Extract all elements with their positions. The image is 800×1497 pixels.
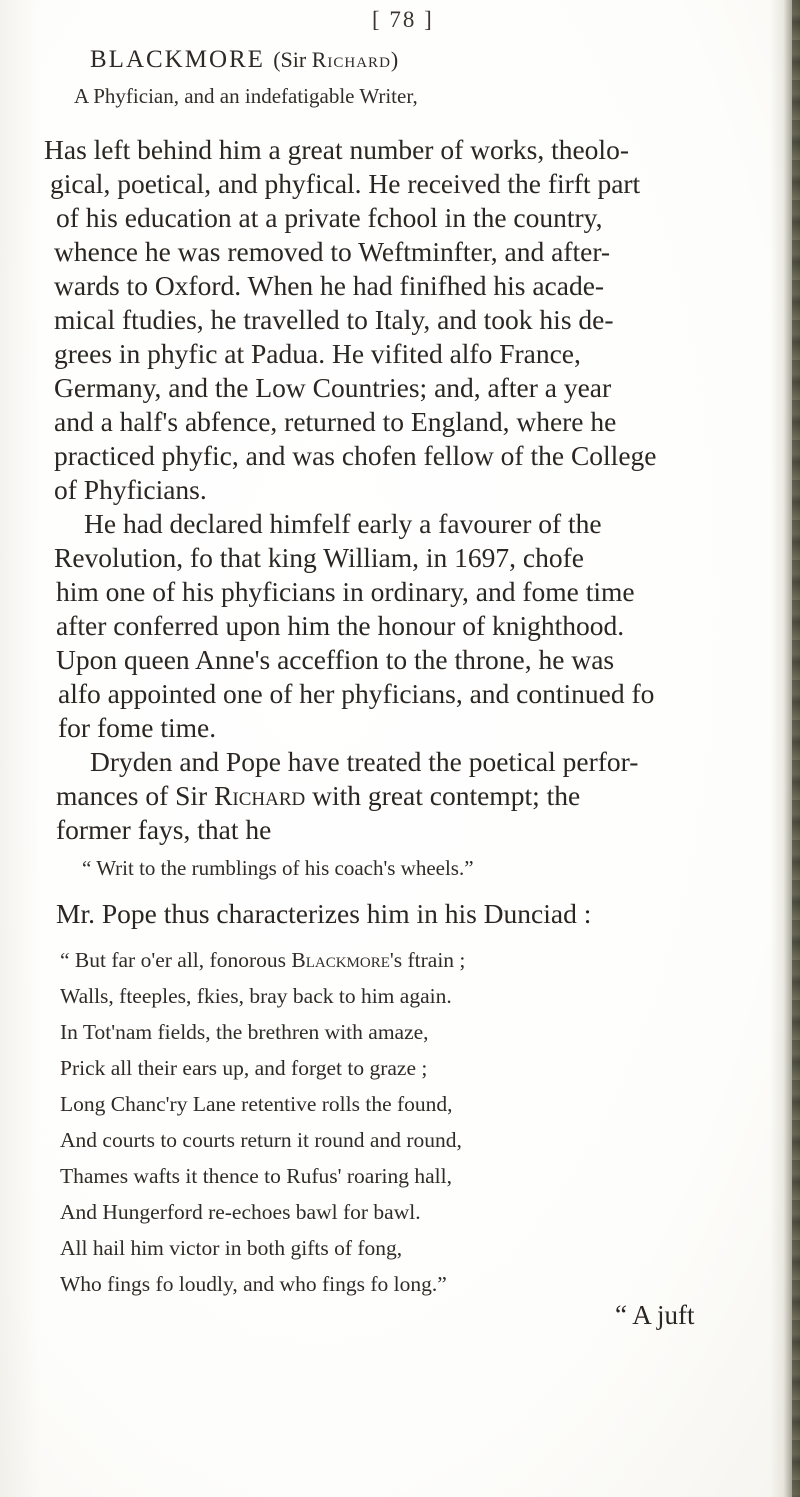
- poem-line: Prick all their ears up, and forget to graze ;: [60, 1056, 428, 1080]
- page-binding-edge: [792, 0, 800, 1497]
- text-line: Upon queen Anne's acceffion to the throne, he was: [56, 644, 615, 675]
- text-line: practiced phyfic, and was chofen fellow of the College: [54, 440, 657, 471]
- catchword: “ A juft: [615, 1300, 695, 1330]
- text-line: for fome time.: [58, 712, 217, 743]
- text-line: and a half's abfence, returned to England, where he: [54, 406, 617, 437]
- poem-fragment: “ But far o'er all, fonorous: [60, 948, 292, 972]
- poem-line: And courts to courts return it round and round,: [60, 1128, 462, 1152]
- poem-line: Walls, fteeples, fkies, bray back to him again.: [60, 984, 452, 1008]
- text-line: grees in phyfic at Padua. He vifited alfo France,: [54, 338, 581, 369]
- page-left-margin: [0, 0, 40, 1497]
- text-name: Richard: [214, 780, 306, 811]
- text-line: after conferred upon him the honour of knighthood.: [56, 610, 625, 641]
- entry-description: A Phyfician, and an indefatigable Writer,: [74, 84, 418, 108]
- text-fragment: with great contempt; the: [305, 780, 581, 811]
- text-line: Mr. Pope thus characterizes him in his Dunciad :: [56, 898, 592, 929]
- text-line: Dryden and Pope have treated the poetical perfor-: [90, 746, 639, 777]
- poem-line: All hail him victor in both gifts of fong,: [60, 1236, 403, 1260]
- text-line: wards to Oxford. When he had finifhed his acade-: [54, 270, 605, 301]
- poem-line: And Hungerford re-echoes bawl for bawl.: [60, 1200, 421, 1224]
- poem-name: Blackmore: [291, 948, 390, 972]
- entry-title-open: (Sir: [273, 47, 312, 72]
- text-line: of his education at a private fchool in the country,: [56, 202, 603, 233]
- text-line: him one of his phyficians in ordinary, and fome time: [56, 576, 635, 607]
- poem-line: Long Chanc'ry Lane retentive rolls the found,: [60, 1092, 453, 1116]
- text-fragment: mances of Sir: [56, 780, 215, 811]
- entry-title-close: ): [390, 47, 399, 72]
- poem-fragment: 's ftrain ;: [389, 948, 466, 972]
- poem-line: Who fings fo loudly, and who fings fo long.”: [60, 1272, 447, 1296]
- text-line: whence he was removed to Weftminfter, and after-: [54, 236, 611, 267]
- poem-line: In Tot'nam fields, the brethren with amaze,: [60, 1020, 429, 1044]
- entry-heading: [90, 46, 398, 74]
- text-line: gical, poetical, and phyfical. He received the firft part: [50, 168, 641, 199]
- dryden-quotation: “ Writ to the rumblings of his coach's wheels.”: [82, 856, 474, 880]
- entry-name: BLACKMORE: [90, 46, 265, 73]
- poem-line: Thames wafts it thence to Rufus' roaring hall,: [60, 1164, 452, 1188]
- text-line: Has left behind him a great number of works, theolo-: [44, 134, 629, 165]
- text-line: Revolution, fo that king William, in 1697, chofe: [54, 542, 584, 573]
- poem-line: [60, 950, 465, 972]
- text-line: [56, 782, 580, 810]
- text-line: Germany, and the Low Countries; and, after a year: [54, 372, 612, 403]
- text-line: alfo appointed one of her phyficians, and continued fo: [58, 678, 655, 709]
- page-number: [ 78 ]: [372, 7, 434, 32]
- entry-given-name: Richard: [311, 47, 391, 72]
- text-line: of Phyficians.: [54, 474, 207, 505]
- text-line: He had declared himfelf early a favourer of the: [84, 508, 602, 539]
- text-line: former fays, that he: [56, 814, 272, 845]
- text-line: mical ftudies, he travelled to Italy, and took his de-: [54, 304, 614, 335]
